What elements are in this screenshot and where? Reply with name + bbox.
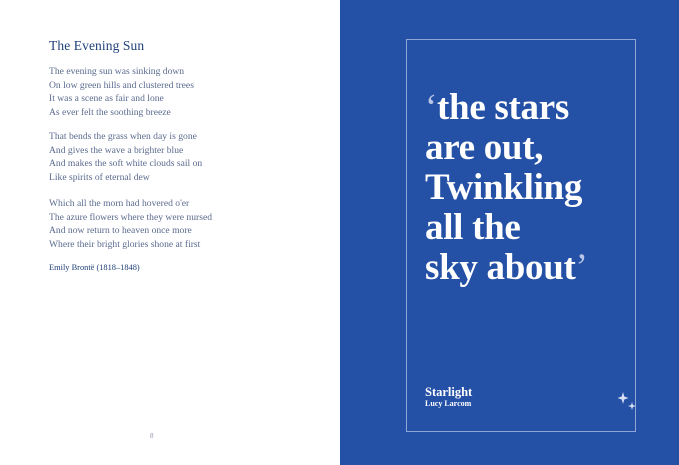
- moon-stars-icon: [597, 388, 641, 434]
- quote-line: [425, 88, 588, 128]
- poem-author: Emily Brontë (1818–1848): [49, 263, 140, 272]
- quote-line-text: the stars: [437, 87, 569, 128]
- stanza: [49, 130, 202, 185]
- quote-line: are out,: [425, 127, 544, 168]
- credit-author: Lucy Larcom: [425, 399, 472, 408]
- stanza: [49, 197, 212, 252]
- poem-line: And makes the soft white clouds sail on: [49, 158, 203, 170]
- poem-line: And gives the wave a brighter blue: [49, 144, 184, 156]
- poem-line: It was a scene as fair and lone: [49, 93, 164, 105]
- quote-line: Twinkling: [425, 167, 583, 208]
- stanza: [49, 65, 194, 120]
- poem-line: As ever felt the soothing breeze: [49, 107, 171, 119]
- quote-open-mark: ‘: [425, 87, 438, 128]
- quote-line-text: sky about: [425, 247, 576, 288]
- quote-line: [425, 248, 588, 288]
- poem-line: The evening sun was sinking down: [49, 66, 185, 77]
- quote-line: all the: [425, 207, 521, 248]
- right-page: [340, 0, 679, 465]
- poem-line: That bends the grass when day is gone: [49, 131, 197, 142]
- quote-close-mark: ’: [575, 247, 588, 288]
- poem-title: The Evening Sun: [49, 38, 145, 53]
- poem-line: Where their bright glories shone at first: [49, 239, 201, 251]
- poem-line: The azure flowers where they were nursed: [49, 211, 213, 223]
- poem-line: On low green hills and clustered trees: [49, 79, 194, 91]
- poem-line: Which all the morn had hovered o'er: [49, 198, 190, 209]
- credit-title: Starlight: [425, 385, 473, 399]
- poem-line: And now return to heaven once more: [49, 225, 192, 237]
- page-number: 8: [150, 432, 154, 440]
- poem-line: Like spirits of eternal dew: [49, 172, 150, 184]
- quote: [425, 88, 588, 288]
